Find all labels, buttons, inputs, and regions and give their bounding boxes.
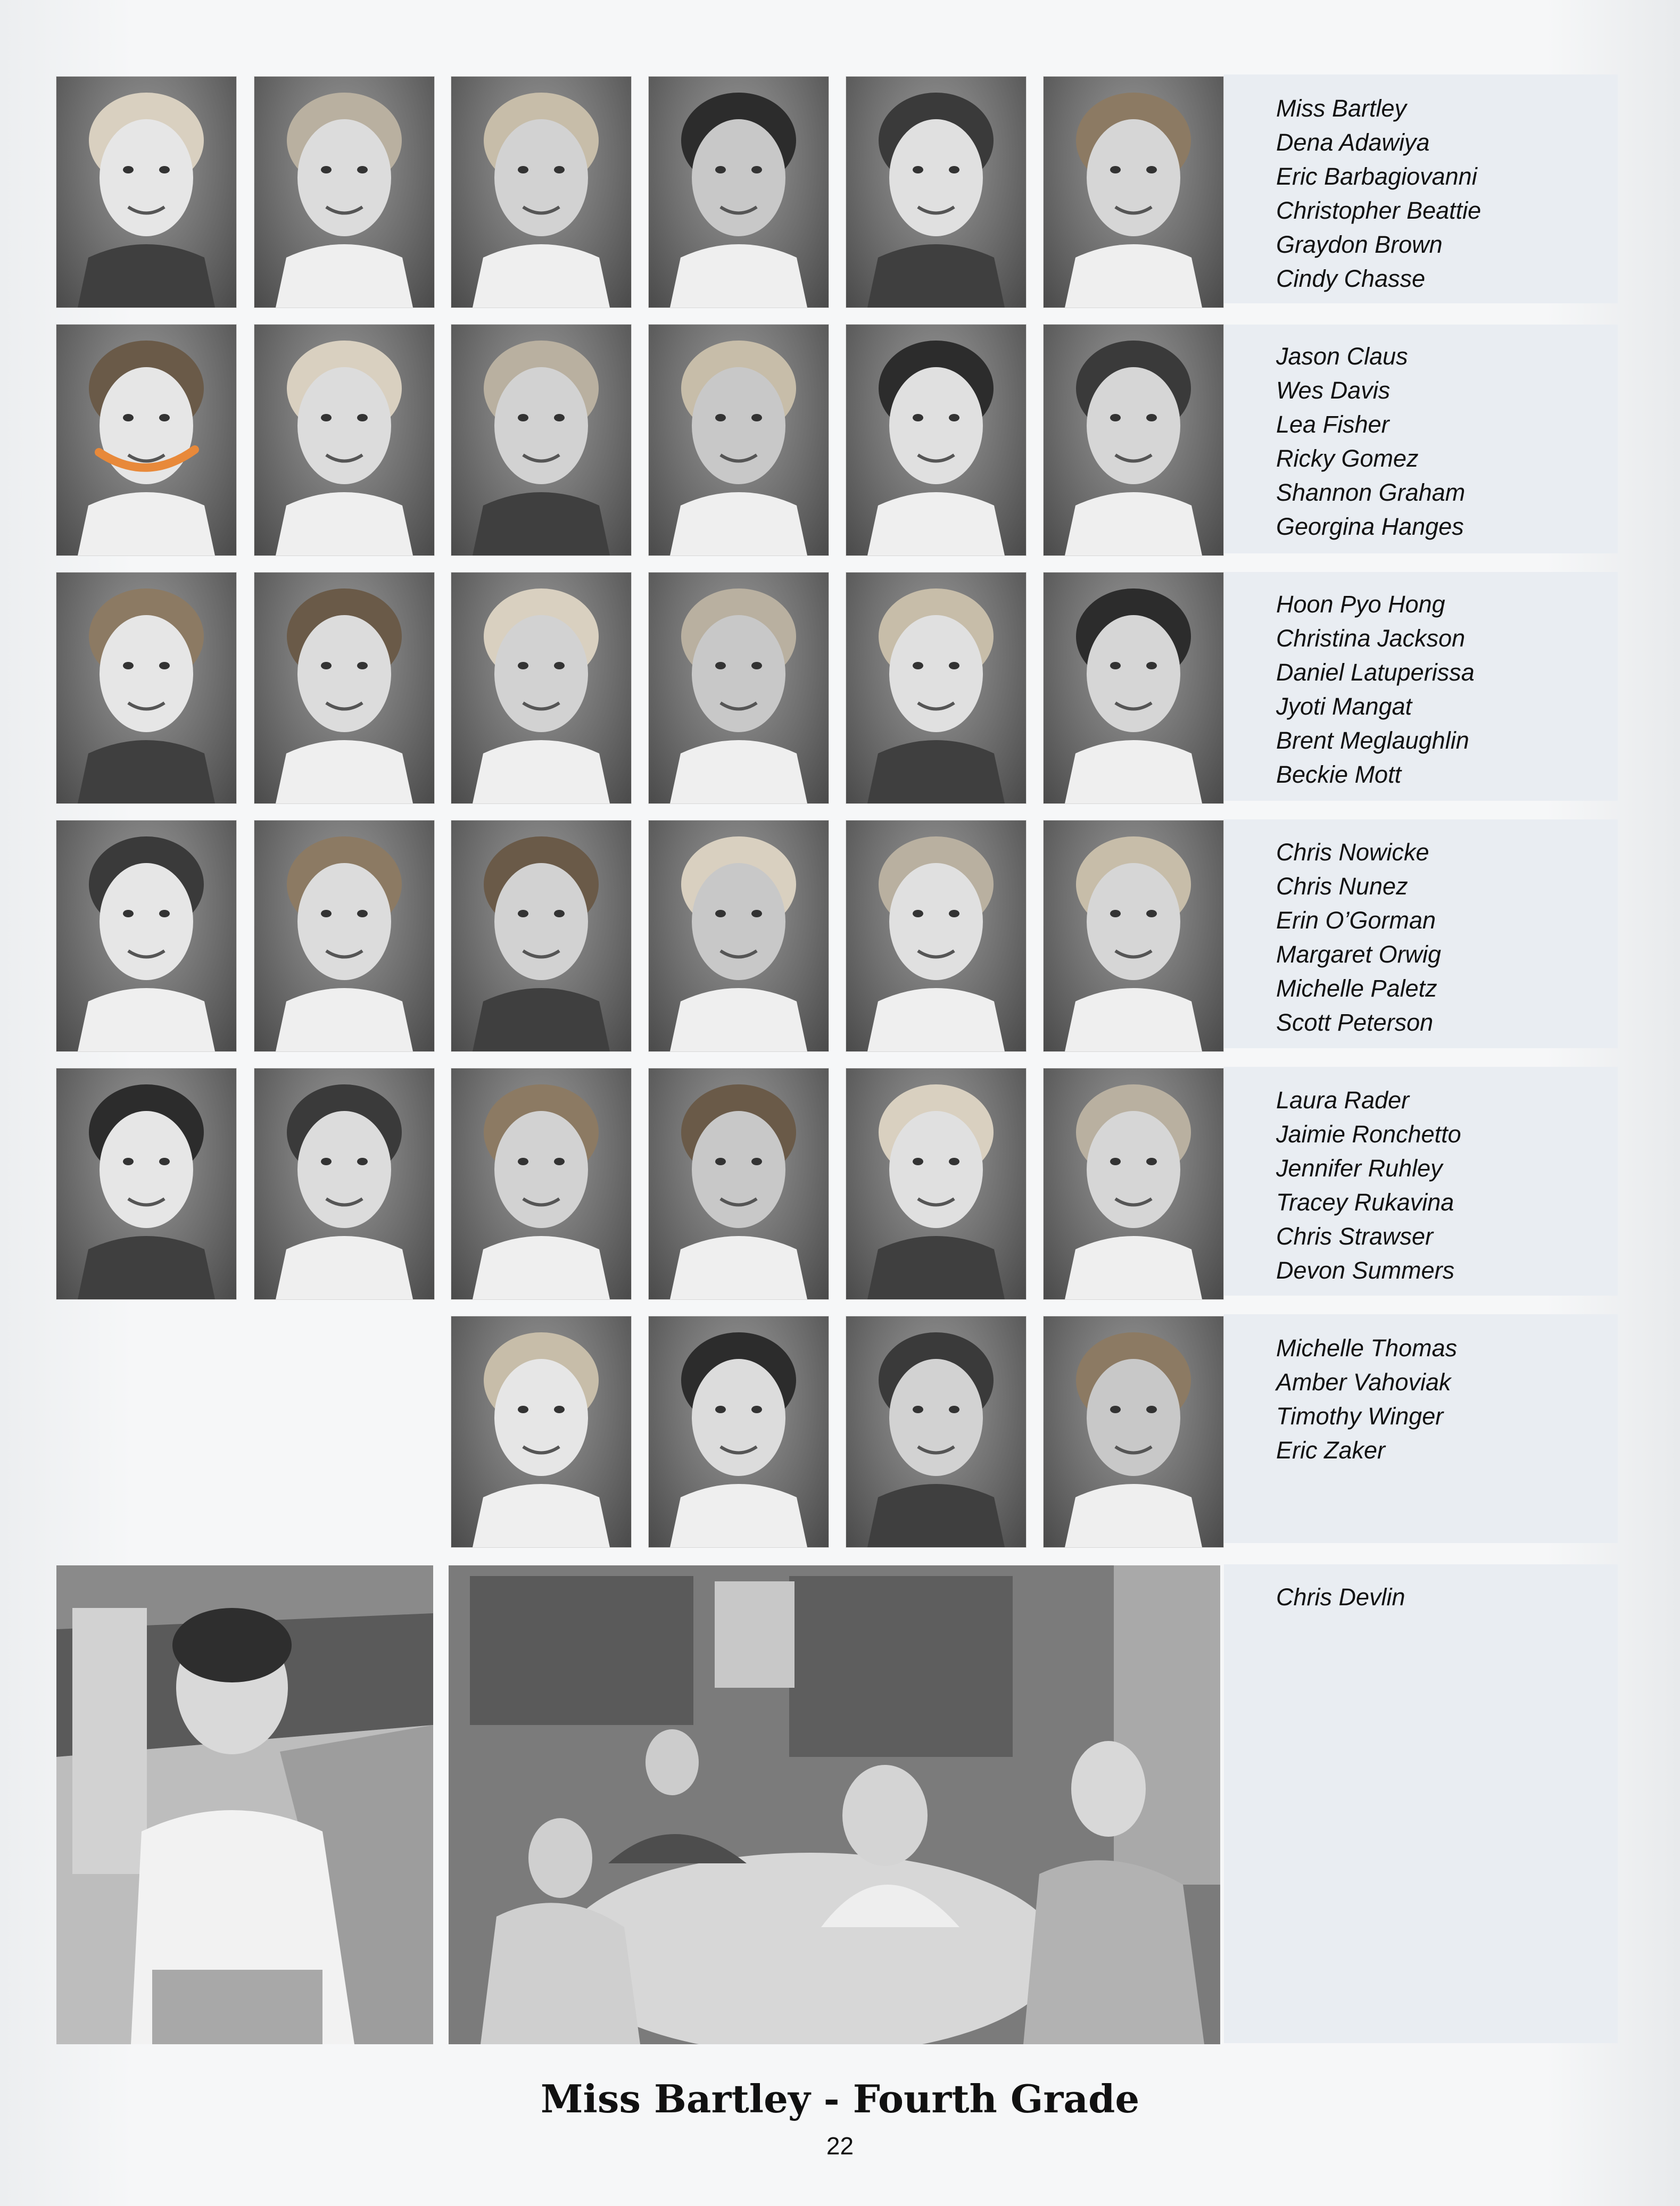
student-name: Jyoti Mangat — [1276, 693, 1412, 720]
student-name: Daniel Latuperissa — [1276, 659, 1475, 686]
student-name: Wes Davis — [1276, 377, 1391, 404]
student-portrait — [649, 573, 829, 803]
student-name: Cindy Chasse — [1276, 265, 1426, 292]
name-list-row-1 — [1276, 92, 1553, 296]
student-portrait — [56, 325, 236, 555]
student-portrait — [649, 820, 829, 1051]
student-portrait — [649, 325, 829, 555]
name-list-row-6 — [1276, 1331, 1553, 1467]
candid-photo-classroom — [449, 1565, 1220, 2044]
student-portrait — [254, 77, 434, 308]
student-name: Eric Zaker — [1276, 1437, 1386, 1464]
student-portrait — [56, 77, 236, 308]
student-portrait — [1044, 77, 1223, 308]
student-name: Georgina Hanges — [1276, 513, 1464, 540]
student-name: Devon Summers — [1276, 1257, 1455, 1284]
student-portrait — [649, 1316, 829, 1547]
student-name: Michelle Thomas — [1276, 1334, 1458, 1362]
student-portrait — [846, 820, 1026, 1051]
student-name: Beckie Mott — [1276, 761, 1402, 788]
student-name: Chris Strawser — [1276, 1223, 1434, 1250]
page-title: Miss Bartley - Fourth Grade — [540, 2076, 1140, 2121]
student-name: Graydon Brown — [1276, 231, 1443, 258]
student-name: Jennifer Ruhley — [1276, 1155, 1443, 1182]
student-name: Jaimie Ronchetto — [1276, 1121, 1461, 1148]
student-portrait — [1044, 573, 1223, 803]
student-portrait — [451, 1316, 631, 1547]
student-name: Hoon Pyo Hong — [1276, 591, 1445, 618]
candid-caption-block — [1276, 1580, 1553, 1614]
name-list-row-4 — [1276, 835, 1553, 1040]
student-name: Margaret Orwig — [1276, 941, 1442, 968]
student-name: Scott Peterson — [1276, 1009, 1434, 1036]
name-list-row-3 — [1276, 587, 1553, 792]
student-portrait — [649, 1068, 829, 1299]
student-portrait — [451, 1068, 631, 1299]
student-name: Miss Bartley — [1276, 95, 1407, 122]
student-portrait — [254, 573, 434, 803]
student-portrait — [1044, 820, 1223, 1051]
student-portrait — [254, 325, 434, 555]
student-name: Tracey Rukavina — [1276, 1189, 1454, 1216]
student-portrait — [451, 820, 631, 1051]
student-portrait — [254, 820, 434, 1051]
student-name: Timothy Winger — [1276, 1403, 1444, 1430]
candid-photo-boy — [56, 1565, 433, 2044]
student-name: Eric Barbagiovanni — [1276, 163, 1477, 190]
student-name: Ricky Gomez — [1276, 445, 1419, 472]
student-name: Dena Adawiya — [1276, 129, 1430, 156]
student-name: Shannon Graham — [1276, 479, 1466, 506]
name-list-row-5 — [1276, 1083, 1553, 1288]
student-name: Chris Nowicke — [1276, 839, 1429, 866]
student-portrait — [846, 325, 1026, 555]
student-portrait — [846, 1068, 1026, 1299]
student-portrait — [56, 573, 236, 803]
candid-caption: Chris Devlin — [1276, 1583, 1405, 1611]
page-number: 22 — [826, 2132, 854, 2160]
student-portrait — [451, 77, 631, 308]
student-portrait — [56, 820, 236, 1051]
student-name: Christopher Beattie — [1276, 197, 1482, 224]
student-portrait — [1044, 325, 1223, 555]
student-name: Chris Nunez — [1276, 873, 1408, 900]
student-name: Jason Claus — [1276, 343, 1408, 370]
student-portrait — [254, 1068, 434, 1299]
student-name: Amber Vahoviak — [1276, 1369, 1451, 1396]
student-portrait — [451, 325, 631, 555]
student-portrait — [1044, 1068, 1223, 1299]
student-portrait — [846, 573, 1026, 803]
student-name: Michelle Paletz — [1276, 975, 1437, 1002]
student-portrait — [56, 1068, 236, 1299]
student-name: Brent Meglaughlin — [1276, 727, 1469, 754]
student-name: Lea Fisher — [1276, 411, 1389, 438]
student-name: Laura Rader — [1276, 1087, 1410, 1114]
name-list-row-2 — [1276, 339, 1553, 544]
student-portrait — [846, 77, 1026, 308]
student-portrait — [649, 77, 829, 308]
student-name: Erin O’Gorman — [1276, 907, 1436, 934]
student-portrait — [1044, 1316, 1223, 1547]
student-portrait — [846, 1316, 1026, 1547]
student-name: Christina Jackson — [1276, 625, 1466, 652]
student-portrait — [451, 573, 631, 803]
